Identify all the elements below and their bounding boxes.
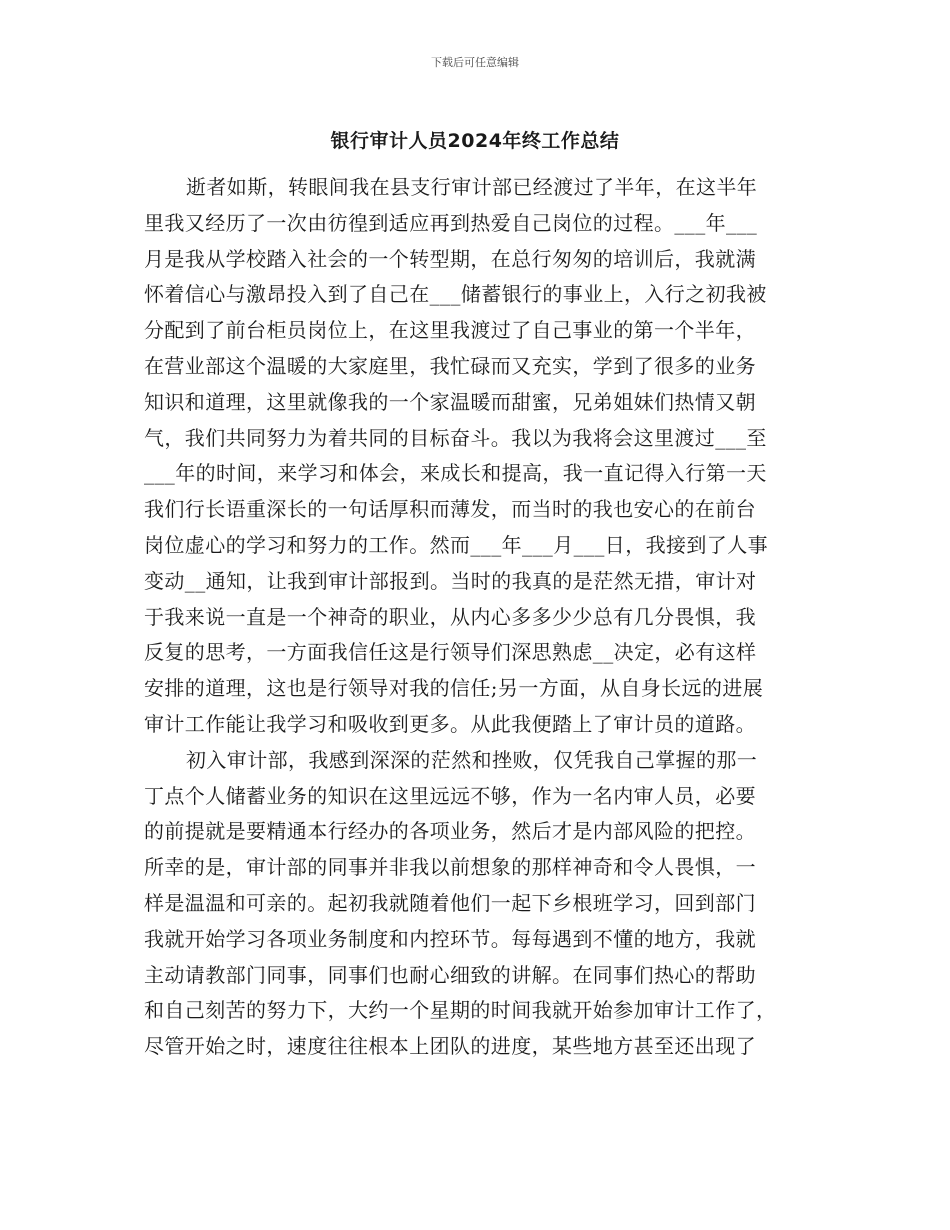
paragraph-line: 和自己刻苦的努力下，大约一个星期的时间我就开始参加审计工作了， (144, 998, 777, 1023)
paragraph-line: 我就开始学习各项业务制度和内控环节。每每遇到不懂的地方，我就 (144, 926, 756, 951)
paragraph-line: 逝者如斯，转眼间我在县支行审计部已经渡过了半年，在这半年 (186, 175, 758, 199)
paragraph (144, 170, 814, 743)
paragraph-line: 分配到了前台柜员岗位上，在这里我渡过了自己事业的第一个半年， (144, 318, 756, 343)
document-title: 银行审计人员2024年终工作总结 (330, 130, 620, 152)
paragraph-line: 月是我从学校踏入社会的一个转型期，在总行匆匆的培训后，我就满 (144, 246, 756, 271)
paragraph-line: 知识和道理，这里就像我的一个家温暖而甜蜜，兄弟姐妹们热情又朝 (144, 389, 756, 414)
paragraph-line: 样是温温和可亲的。起初我就随着他们一起下乡根班学习，回到部门 (144, 890, 756, 915)
paragraph-line: 里我又经历了一次由彷徨到适应再到热爱自己岗位的过程。___年___ (144, 210, 758, 235)
paragraph-line: 初入审计部，我感到深深的茫然和挫败，仅凭我自己掌握的那一 (186, 747, 758, 772)
paragraph-line: 安排的道理，这也是行领导对我的信任;另一方面，从自身长远的进展 (144, 676, 764, 701)
paragraph-line: 气，我们共同努力为着共同的目标奋斗。我以为我将会这里渡过___至 (144, 425, 767, 450)
paragraph-line: 于我来说一直是一个神奇的职业，从内心多多少少总有几分畏惧，我 (144, 604, 756, 629)
paragraph-line: 怀着信心与激昂投入到了自己在___储蓄银行的事业上，入行之初我被 (144, 282, 767, 307)
paragraph-line: 岗位虚心的学习和努力的工作。然而___年___月___日，我接到了人事 (144, 532, 768, 557)
paragraph-line: 变动__通知，让我到审计部报到。当时的我真的是茫然无措，审计对 (144, 568, 757, 593)
paragraph (144, 743, 814, 1065)
paragraph-line: 在营业部这个温暖的大家庭里，我忙碌而又充实，学到了很多的业务 (144, 353, 756, 378)
paragraph-line: 的前提就是要精通本行经办的各项业务，然后才是内部风险的把控。 (144, 819, 756, 844)
paragraph-line: 主动请教部门同事，同事们也耐心细致的讲解。在同事们热心的帮助 (144, 962, 756, 987)
page-header-note: 下载后可任意编辑 (431, 56, 519, 69)
paragraph-line: 尽管开始之时，速度往往根本上团队的进度，某些地方甚至还出现了 (144, 1034, 756, 1059)
document-body (144, 170, 814, 1065)
paragraph-line: 我们行长语重深长的一句话厚积而薄发，而当时的我也安心的在前台 (144, 497, 756, 522)
paragraph-line: ___年的时间，来学习和体会，来成长和提高，我一直记得入行第一天 (144, 461, 767, 486)
paragraph-line: 丁点个人储蓄业务的知识在这里远远不够，作为一名内审人员，必要 (144, 783, 756, 808)
paragraph-line: 反复的思考，一方面我信任这是行领导们深思熟虑__决定，必有这样 (144, 640, 757, 665)
paragraph-line: 所幸的是，审计部的同事并非我以前想象的那样神奇和令人畏惧，一 (144, 855, 756, 880)
paragraph-line: 审计工作能让我学习和吸收到更多。从此我便踏上了审计员的道路。 (144, 711, 756, 736)
